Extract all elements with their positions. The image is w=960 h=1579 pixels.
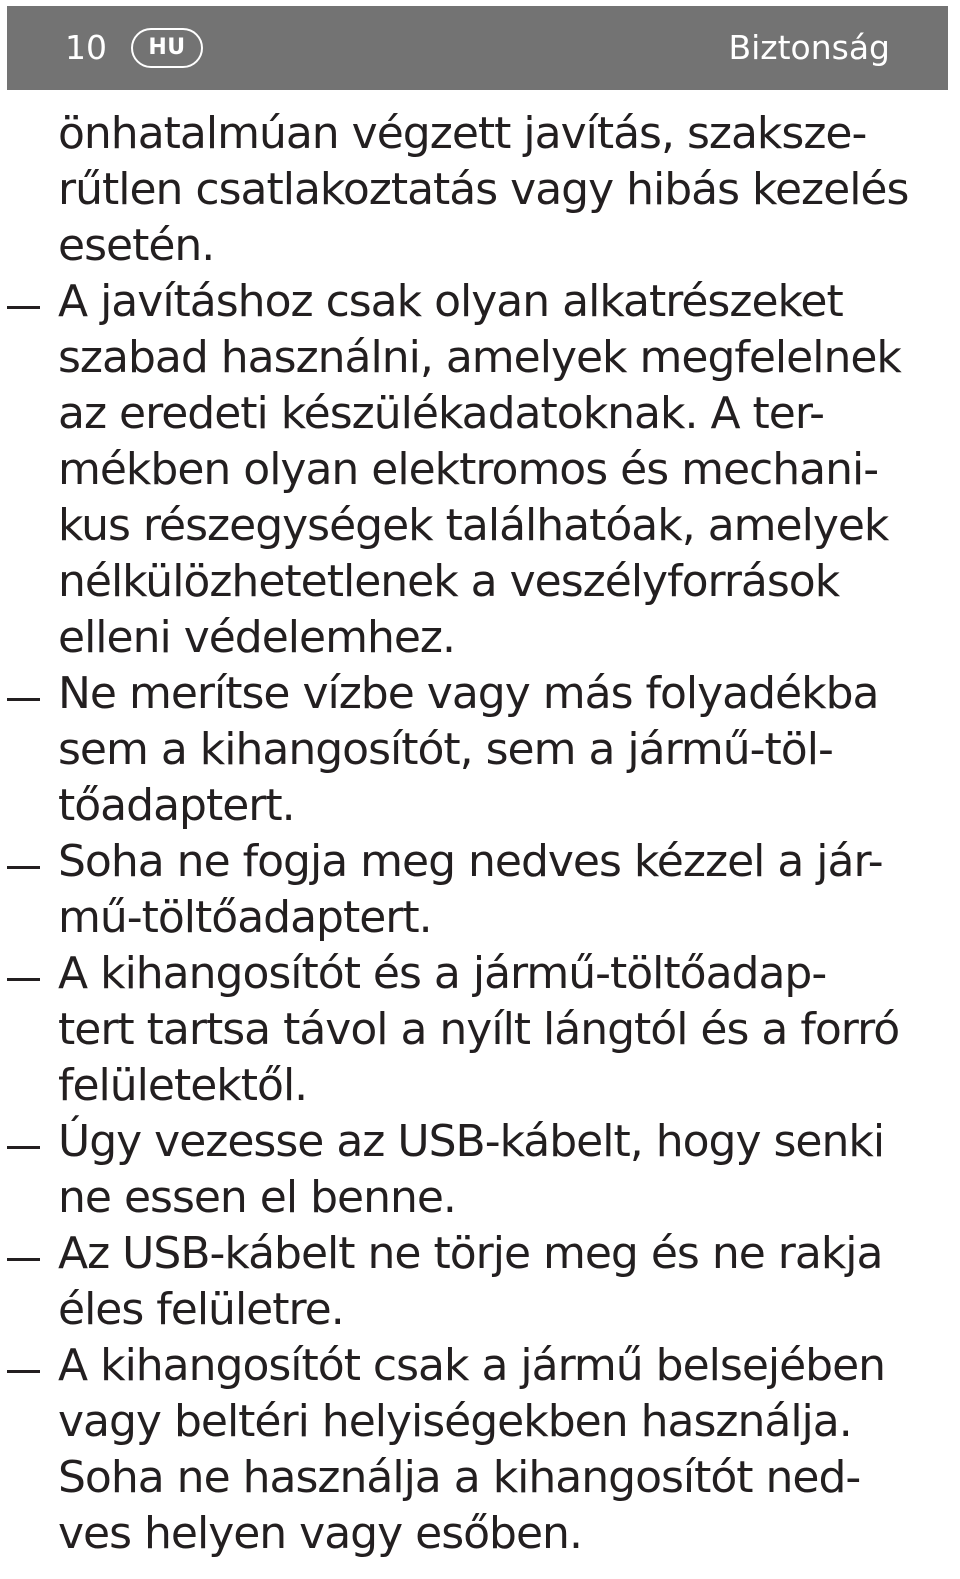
list-item-line: elleni védelemhez. bbox=[58, 612, 455, 663]
page-header bbox=[7, 6, 948, 90]
list-bullet-dash bbox=[7, 1146, 40, 1149]
list-item-line: felületektől. bbox=[58, 1060, 308, 1111]
list-item-line: mékben olyan elektromos és mechani- bbox=[58, 444, 879, 495]
list-item-line: ne essen el benne. bbox=[58, 1172, 456, 1223]
paragraph-line: önhatalmúan végzett javítás, szaksze- bbox=[58, 108, 867, 159]
list-item-line: A kihangosítót csak a jármű belsejében bbox=[58, 1340, 886, 1391]
list-item-line: szabad használni, amelyek megfelelnek bbox=[58, 332, 901, 383]
list-item-line: mű-töltőadaptert. bbox=[58, 892, 432, 943]
list-item-line: A javításhoz csak olyan alkatrészeket bbox=[58, 276, 843, 327]
page-number: 10 bbox=[65, 28, 107, 67]
paragraph-line: esetén. bbox=[58, 220, 215, 271]
section-title: Biztonság bbox=[728, 28, 890, 67]
paragraph-line: rűtlen csatlakoztatás vagy hibás kezelés bbox=[58, 164, 909, 215]
language-badge: HU bbox=[131, 28, 203, 68]
list-item-line: ves helyen vagy esőben. bbox=[58, 1508, 582, 1559]
list-item-line: tőadaptert. bbox=[58, 780, 295, 831]
list-bullet-dash bbox=[7, 866, 40, 869]
list-item-line: éles felületre. bbox=[58, 1284, 344, 1335]
list-bullet-dash bbox=[7, 698, 40, 701]
list-item-line: Soha ne fogja meg nedves kézzel a jár- bbox=[58, 836, 883, 887]
list-item-line: A kihangosítót és a jármű-töltőadap- bbox=[58, 948, 827, 999]
list-item-line: az eredeti készülékadatoknak. A ter- bbox=[58, 388, 825, 439]
list-item-line: kus részegységek találhatóak, amelyek bbox=[58, 500, 889, 551]
list-item-line: nélkülözhetetlenek a veszélyforrások bbox=[58, 556, 840, 607]
list-item-line: Ne merítse vízbe vagy más folyadékba bbox=[58, 668, 879, 719]
list-bullet-dash bbox=[7, 1370, 40, 1373]
list-item-line: Soha ne használja a kihangosítót ned- bbox=[58, 1452, 861, 1503]
list-item-line: Úgy vezesse az USB-kábelt, hogy senki bbox=[58, 1116, 885, 1167]
list-bullet-dash bbox=[7, 978, 40, 981]
list-item-line: tert tartsa távol a nyílt lángtól és a forró bbox=[58, 1004, 900, 1055]
list-bullet-dash bbox=[7, 1258, 40, 1261]
list-item-line: vagy beltéri helyiségekben használja. bbox=[58, 1396, 852, 1447]
list-item-line: sem a kihangosítót, sem a jármű-töl- bbox=[58, 724, 833, 775]
list-bullet-dash bbox=[7, 306, 40, 309]
list-item-line: Az USB-kábelt ne törje meg és ne rakja bbox=[58, 1228, 883, 1279]
